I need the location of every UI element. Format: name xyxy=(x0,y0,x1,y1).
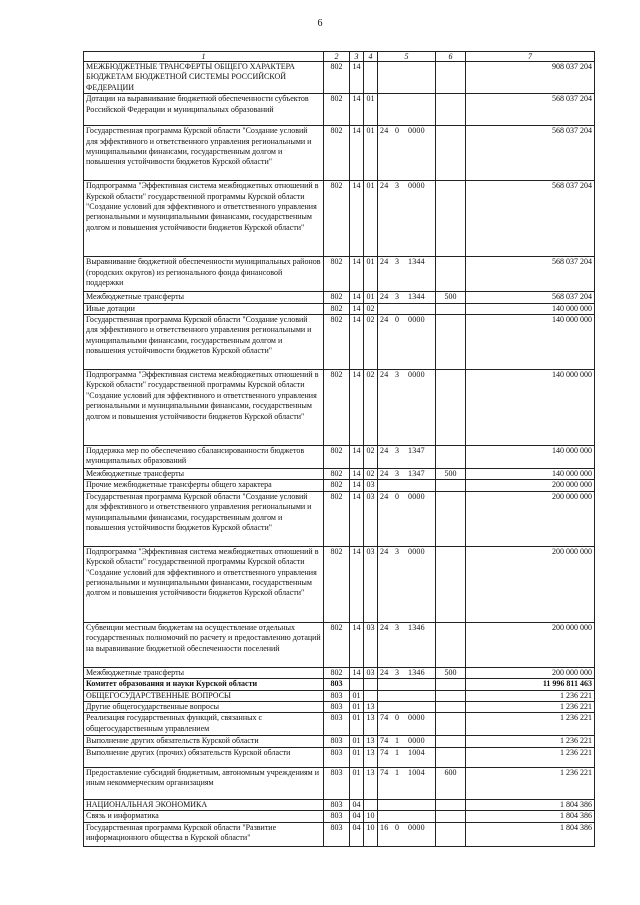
row-section-code: 01 xyxy=(350,713,364,736)
row-subsection-code: 02 xyxy=(364,370,378,446)
row-subsection-code: 13 xyxy=(364,747,378,767)
row-target-article-code xyxy=(378,667,436,678)
row-section-code: 14 xyxy=(350,667,364,678)
row-section-code: 14 xyxy=(350,480,364,491)
row-expense-type-code xyxy=(436,446,466,469)
row-expense-type-code xyxy=(436,679,466,690)
row-ved-code: 802 xyxy=(324,62,350,94)
target-article-program: 24 xyxy=(380,491,389,501)
row-name: Выполнение других (прочих) обязательств Курской области xyxy=(84,747,324,767)
row-ved-code: 802 xyxy=(324,94,350,126)
table-row xyxy=(84,480,595,491)
row-section-code: 01 xyxy=(350,767,364,799)
row-amount: 568 037 204 xyxy=(466,292,595,303)
row-name: Межбюджетные трансферты xyxy=(84,292,324,303)
row-target-article-code xyxy=(378,62,436,94)
table-row xyxy=(84,94,595,126)
row-target-article-code xyxy=(378,690,436,701)
target-article-program: 24 xyxy=(380,667,389,677)
row-amount: 1 236 221 xyxy=(466,736,595,747)
row-subsection-code: 01 xyxy=(364,126,378,181)
table-row xyxy=(84,736,595,747)
target-article-subprogram: 1 xyxy=(395,767,400,777)
row-section-code: 14 xyxy=(350,292,364,303)
row-section-code xyxy=(350,679,364,690)
row-subsection-code: 13 xyxy=(364,702,378,713)
table-row xyxy=(84,126,595,181)
row-target-article-code xyxy=(378,799,436,810)
target-article-subprogram: 3 xyxy=(395,546,400,556)
row-name: Подпрограмма "Эффективная система межбюджетных отношений в Курской области" государственной программы Курской области "Создание условий для эффективного и ответственного управления региональными и муниципальными финансами, государственным долгом и повышения устойчивости бюджетов Курской области" xyxy=(84,370,324,446)
row-expense-type-code xyxy=(436,370,466,446)
row-section-code: 04 xyxy=(350,811,364,822)
row-section-code: 14 xyxy=(350,491,364,546)
row-target-article-code xyxy=(378,446,436,469)
row-subsection-code: 02 xyxy=(364,469,378,480)
row-ved-code: 803 xyxy=(324,690,350,701)
row-ved-code: 803 xyxy=(324,713,350,736)
row-subsection-code: 01 xyxy=(364,94,378,126)
target-article-program: 24 xyxy=(380,370,389,380)
row-amount: 140 000 000 xyxy=(466,370,595,446)
row-ved-code: 802 xyxy=(324,491,350,546)
row-name: Выравнивание бюджетной обеспеченности муниципальных районов (городских округов) из регионального фонда финансовой поддержки xyxy=(84,257,324,292)
row-amount: 11 996 811 463 xyxy=(466,679,595,690)
row-expense-type-code xyxy=(436,799,466,810)
row-expense-type-code xyxy=(436,747,466,767)
target-article-direction: 1004 xyxy=(408,767,425,777)
row-section-code: 14 xyxy=(350,257,364,292)
table-row xyxy=(84,446,595,469)
row-amount: 1 804 386 xyxy=(466,799,595,810)
table-row xyxy=(84,811,595,822)
row-subsection-code: 02 xyxy=(364,303,378,314)
row-expense-type-code xyxy=(436,736,466,747)
row-name: Реализация государственных функций, связанных с общегосударственным управлением xyxy=(84,713,324,736)
row-ved-code: 802 xyxy=(324,622,350,667)
row-amount: 1 236 221 xyxy=(466,767,595,799)
row-amount: 200 000 000 xyxy=(466,491,595,546)
row-ved-code: 802 xyxy=(324,667,350,678)
row-name: Субвенции местным бюджетам на осуществление отдельных государственных полномочий по расчету и предоставлению дотаций на выравнивание бюджетной обеспеченности поселений xyxy=(84,622,324,667)
target-article-program: 24 xyxy=(380,469,389,479)
target-article-direction: 0000 xyxy=(408,713,425,723)
row-target-article-code xyxy=(378,491,436,546)
page-number: 6 xyxy=(317,18,323,29)
row-section-code: 14 xyxy=(350,181,364,257)
row-subsection-code: 03 xyxy=(364,546,378,622)
target-article-direction: 1347 xyxy=(408,469,425,479)
target-article-program: 24 xyxy=(380,546,389,556)
row-section-code: 14 xyxy=(350,62,364,94)
row-amount: 568 037 204 xyxy=(466,257,595,292)
row-section-code: 14 xyxy=(350,370,364,446)
row-target-article-code xyxy=(378,181,436,257)
row-name: Предоставление субсидий бюджетным, автономным учреждениям и иным некоммерческим организациям xyxy=(84,767,324,799)
row-section-code: 04 xyxy=(350,822,364,846)
row-expense-type-code xyxy=(436,491,466,546)
target-article-direction: 1004 xyxy=(408,747,425,757)
row-expense-type-code xyxy=(436,822,466,846)
table-row xyxy=(84,315,595,370)
row-amount: 1 236 221 xyxy=(466,702,595,713)
row-name: Подпрограмма "Эффективная система межбюджетных отношений в Курской области" государственной программы Курской области "Создание условий для эффективного и ответственного управления региональными и муниципальными финансами, государственным долгом и повышения устойчивости бюджетов Курской области" xyxy=(84,181,324,257)
row-name: МЕЖБЮДЖЕТНЫЕ ТРАНСФЕРТЫ ОБЩЕГО ХАРАКТЕРА БЮДЖЕТАМ БЮДЖЕТНОЙ СИСТЕМЫ РОССИЙСКОЙ ФЕДЕРАЦИИ xyxy=(84,62,324,94)
target-article-subprogram: 3 xyxy=(395,181,400,191)
row-section-code: 14 xyxy=(350,315,364,370)
row-section-code: 04 xyxy=(350,799,364,810)
target-article-direction: 1347 xyxy=(408,446,425,456)
target-article-subprogram: 0 xyxy=(395,822,400,832)
row-subsection-code: 01 xyxy=(364,292,378,303)
target-article-subprogram: 3 xyxy=(395,446,400,456)
table-row xyxy=(84,713,595,736)
column-header-3: 3 xyxy=(350,52,364,62)
target-article-direction: 0000 xyxy=(408,491,425,501)
target-article-subprogram: 3 xyxy=(395,370,400,380)
row-target-article-code xyxy=(378,315,436,370)
row-expense-type-code xyxy=(436,546,466,622)
row-ved-code: 802 xyxy=(324,181,350,257)
table-row xyxy=(84,257,595,292)
row-target-article-code xyxy=(378,702,436,713)
row-expense-type-code xyxy=(436,62,466,94)
row-subsection-code: 13 xyxy=(364,767,378,799)
column-header-4: 4 xyxy=(364,52,378,62)
target-article-subprogram: 0 xyxy=(395,315,400,325)
table-row xyxy=(84,767,595,799)
row-expense-type-code xyxy=(436,690,466,701)
target-article-program: 24 xyxy=(380,315,389,325)
row-subsection-code: 03 xyxy=(364,622,378,667)
target-article-direction: 1344 xyxy=(408,292,425,302)
table-row xyxy=(84,622,595,667)
row-amount: 200 000 000 xyxy=(466,667,595,678)
row-target-article-code xyxy=(378,546,436,622)
row-subsection-code: 02 xyxy=(364,446,378,469)
target-article-program: 24 xyxy=(380,126,389,136)
row-expense-type-code xyxy=(436,811,466,822)
row-ved-code: 803 xyxy=(324,799,350,810)
row-target-article-code xyxy=(378,480,436,491)
target-article-program: 24 xyxy=(380,446,389,456)
target-article-program: 74 xyxy=(380,713,389,723)
row-amount: 140 000 000 xyxy=(466,303,595,314)
row-name: ОБЩЕГОСУДАРСТВЕННЫЕ ВОПРОСЫ xyxy=(84,690,324,701)
column-header-7: 7 xyxy=(466,52,595,62)
table-row xyxy=(84,690,595,701)
target-article-subprogram: 0 xyxy=(395,491,400,501)
row-name: Комитет образования и науки Курской области xyxy=(84,679,324,690)
row-target-article-code xyxy=(378,303,436,314)
row-expense-type-code xyxy=(436,713,466,736)
row-ved-code: 802 xyxy=(324,469,350,480)
row-amount: 568 037 204 xyxy=(466,181,595,257)
row-amount: 200 000 000 xyxy=(466,546,595,622)
target-article-direction: 1344 xyxy=(408,257,425,267)
row-target-article-code xyxy=(378,679,436,690)
row-name: Государственная программа Курской области "Создание условий для эффективного и ответственного управления региональными и муниципальными финансами, государственным долгом и повышения устойчивости бюджетов Курской области" xyxy=(84,126,324,181)
table-row xyxy=(84,181,595,257)
row-name: Дотации на выравнивание бюджетной обеспеченности субъектов Российской Федерации и муниципальных образований xyxy=(84,94,324,126)
row-expense-type-code xyxy=(436,480,466,491)
row-subsection-code: 01 xyxy=(364,257,378,292)
row-ved-code: 803 xyxy=(324,736,350,747)
table-row xyxy=(84,667,595,678)
row-target-article-code xyxy=(378,126,436,181)
row-amount: 200 000 000 xyxy=(466,480,595,491)
column-header-row xyxy=(84,52,595,62)
table-row xyxy=(84,303,595,314)
row-name: Межбюджетные трансферты xyxy=(84,667,324,678)
table-row xyxy=(84,491,595,546)
table-row xyxy=(84,799,595,810)
row-target-article-code xyxy=(378,736,436,747)
target-article-program: 24 xyxy=(380,257,389,267)
row-target-article-code xyxy=(378,94,436,126)
row-target-article-code xyxy=(378,747,436,767)
row-expense-type-code xyxy=(436,702,466,713)
row-target-article-code xyxy=(378,822,436,846)
row-expense-type-code: 500 xyxy=(436,667,466,678)
row-section-code: 14 xyxy=(350,469,364,480)
row-section-code: 14 xyxy=(350,622,364,667)
row-expense-type-code xyxy=(436,303,466,314)
table-row xyxy=(84,292,595,303)
row-subsection-code xyxy=(364,799,378,810)
row-ved-code: 802 xyxy=(324,546,350,622)
row-section-code: 14 xyxy=(350,126,364,181)
target-article-subprogram: 3 xyxy=(395,257,400,267)
row-name: Другие общегосударственные вопросы xyxy=(84,702,324,713)
row-ved-code: 802 xyxy=(324,257,350,292)
row-target-article-code xyxy=(378,622,436,667)
row-expense-type-code xyxy=(436,622,466,667)
target-article-direction: 1346 xyxy=(408,622,425,632)
row-ved-code: 803 xyxy=(324,702,350,713)
row-name: Государственная программа Курской области "Развитие информационного общества в Курской области" xyxy=(84,822,324,846)
row-name: Поддержка мер по обеспечению сбалансированности бюджетов муниципальных образований xyxy=(84,446,324,469)
target-article-direction: 0000 xyxy=(408,181,425,191)
row-amount: 140 000 000 xyxy=(466,446,595,469)
row-subsection-code: 02 xyxy=(364,315,378,370)
row-amount: 1 236 221 xyxy=(466,747,595,767)
row-name: Иные дотации xyxy=(84,303,324,314)
table-row xyxy=(84,747,595,767)
row-expense-type-code: 500 xyxy=(436,292,466,303)
row-amount: 1 804 386 xyxy=(466,811,595,822)
target-article-subprogram: 1 xyxy=(395,736,400,746)
row-ved-code: 802 xyxy=(324,446,350,469)
row-ved-code: 803 xyxy=(324,679,350,690)
row-expense-type-code xyxy=(436,181,466,257)
row-subsection-code: 03 xyxy=(364,480,378,491)
row-subsection-code xyxy=(364,690,378,701)
row-ved-code: 802 xyxy=(324,303,350,314)
row-target-article-code xyxy=(378,767,436,799)
target-article-direction: 1346 xyxy=(408,667,425,677)
row-expense-type-code: 600 xyxy=(436,767,466,799)
row-subsection-code: 10 xyxy=(364,822,378,846)
target-article-subprogram: 3 xyxy=(395,622,400,632)
row-name: Государственная программа Курской области "Создание условий для эффективного и ответственного управления региональными и муниципальными финансами, государственным долгом и повышения устойчивости бюджетов Курской области" xyxy=(84,315,324,370)
target-article-direction: 0000 xyxy=(408,126,425,136)
row-ved-code: 802 xyxy=(324,480,350,491)
row-target-article-code xyxy=(378,292,436,303)
row-amount: 1 804 386 xyxy=(466,822,595,846)
target-article-direction: 0000 xyxy=(408,315,425,325)
row-section-code: 01 xyxy=(350,747,364,767)
row-subsection-code xyxy=(364,679,378,690)
row-amount: 908 037 204 xyxy=(466,62,595,94)
row-section-code: 01 xyxy=(350,702,364,713)
row-amount: 140 000 000 xyxy=(466,315,595,370)
row-ved-code: 802 xyxy=(324,126,350,181)
row-amount: 568 037 204 xyxy=(466,126,595,181)
column-header-5: 5 xyxy=(378,52,436,62)
row-amount: 1 236 221 xyxy=(466,713,595,736)
row-ved-code: 803 xyxy=(324,811,350,822)
target-article-subprogram: 3 xyxy=(395,469,400,479)
row-subsection-code: 03 xyxy=(364,667,378,678)
row-section-code: 14 xyxy=(350,94,364,126)
target-article-direction: 0000 xyxy=(408,736,425,746)
row-name: Связь и информатика xyxy=(84,811,324,822)
row-name: Выполнение других обязательств Курской области xyxy=(84,736,324,747)
column-header-1: 1 xyxy=(84,52,324,62)
row-ved-code: 803 xyxy=(324,767,350,799)
row-name: НАЦИОНАЛЬНАЯ ЭКОНОМИКА xyxy=(84,799,324,810)
row-section-code: 01 xyxy=(350,736,364,747)
row-amount: 140 000 000 xyxy=(466,469,595,480)
table-row xyxy=(84,546,595,622)
target-article-direction: 0000 xyxy=(408,370,425,380)
table-row xyxy=(84,822,595,846)
target-article-subprogram: 0 xyxy=(395,126,400,136)
target-article-program: 24 xyxy=(380,622,389,632)
row-section-code: 14 xyxy=(350,303,364,314)
row-amount: 200 000 000 xyxy=(466,622,595,667)
target-article-subprogram: 0 xyxy=(395,713,400,723)
table-row xyxy=(84,370,595,446)
row-expense-type-code: 500 xyxy=(436,469,466,480)
row-ved-code: 803 xyxy=(324,747,350,767)
row-subsection-code xyxy=(364,62,378,94)
row-expense-type-code xyxy=(436,315,466,370)
row-subsection-code: 13 xyxy=(364,713,378,736)
row-amount: 1 236 221 xyxy=(466,690,595,701)
row-expense-type-code xyxy=(436,94,466,126)
row-target-article-code xyxy=(378,257,436,292)
target-article-program: 16 xyxy=(380,822,389,832)
table-row xyxy=(84,702,595,713)
row-section-code: 14 xyxy=(350,446,364,469)
target-article-program: 74 xyxy=(380,747,389,757)
column-header-2: 2 xyxy=(324,52,350,62)
row-ved-code: 803 xyxy=(324,822,350,846)
row-target-article-code xyxy=(378,713,436,736)
row-expense-type-code xyxy=(436,126,466,181)
row-name: Подпрограмма "Эффективная система межбюджетных отношений в Курской области" государственной программы Курской области "Создание условий для эффективного и ответственного управления региональными и муниципальными финансами, государственным долгом и повышения устойчивости бюджетов Курской области" xyxy=(84,546,324,622)
budget-table-body xyxy=(84,52,595,847)
row-name: Государственная программа Курской области "Создание условий для эффективного и ответственного управления региональными и муниципальными финансами, государственным долгом и повышения устойчивости бюджетов Курской области" xyxy=(84,491,324,546)
row-name: Прочие межбюджетные трансферты общего характера xyxy=(84,480,324,491)
target-article-direction: 0000 xyxy=(408,822,425,832)
target-article-program: 74 xyxy=(380,767,389,777)
target-article-subprogram: 3 xyxy=(395,292,400,302)
row-ved-code: 802 xyxy=(324,370,350,446)
target-article-subprogram: 1 xyxy=(395,747,400,757)
row-subsection-code: 01 xyxy=(364,181,378,257)
row-ved-code: 802 xyxy=(324,315,350,370)
target-article-program: 24 xyxy=(380,181,389,191)
row-subsection-code: 13 xyxy=(364,736,378,747)
target-article-subprogram: 3 xyxy=(395,667,400,677)
target-article-program: 74 xyxy=(380,736,389,746)
row-subsection-code: 10 xyxy=(364,811,378,822)
row-subsection-code: 03 xyxy=(364,491,378,546)
row-name: Межбюджетные трансферты xyxy=(84,469,324,480)
target-article-program: 24 xyxy=(380,292,389,302)
row-amount: 568 037 204 xyxy=(466,94,595,126)
row-target-article-code xyxy=(378,811,436,822)
row-section-code: 01 xyxy=(350,690,364,701)
row-section-code: 14 xyxy=(350,546,364,622)
row-ved-code: 802 xyxy=(324,292,350,303)
table-row xyxy=(84,679,595,690)
row-target-article-code xyxy=(378,469,436,480)
row-expense-type-code xyxy=(436,257,466,292)
row-target-article-code xyxy=(378,370,436,446)
table-row xyxy=(84,469,595,480)
target-article-direction: 0000 xyxy=(408,546,425,556)
budget-table xyxy=(83,51,595,847)
column-header-6: 6 xyxy=(436,52,466,62)
table-row xyxy=(84,62,595,94)
